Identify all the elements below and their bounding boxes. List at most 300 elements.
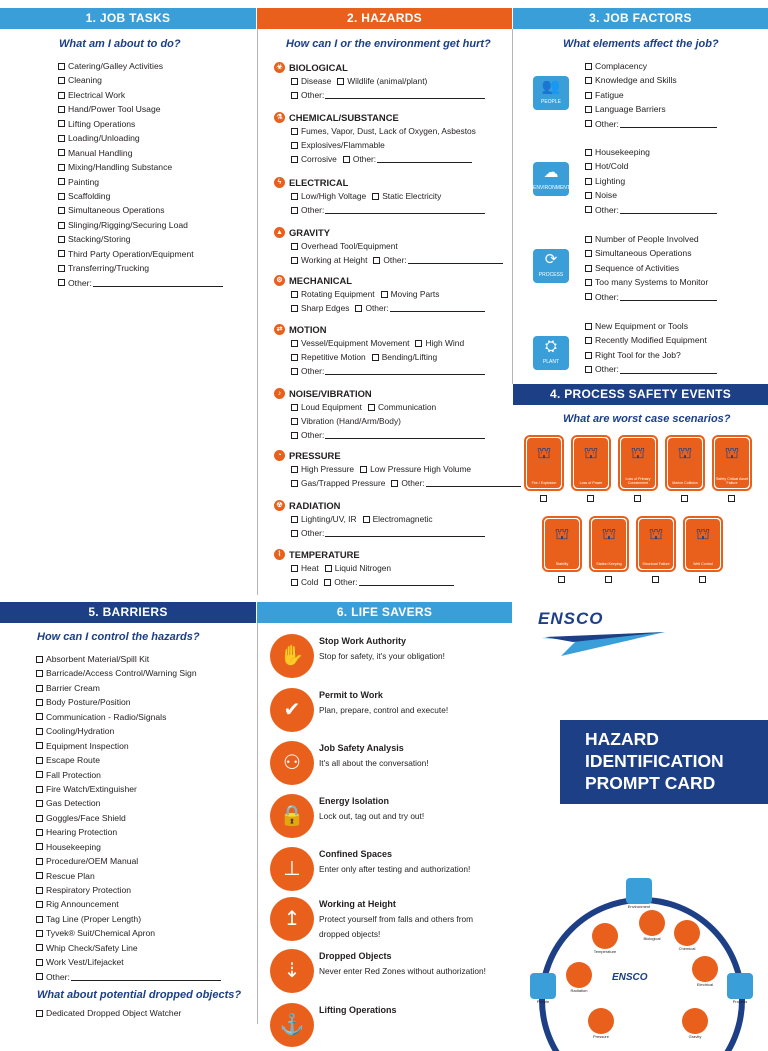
job-task-label: Lifting Operations <box>68 118 136 129</box>
hazard-option-label: Liquid Nitrogen <box>334 563 392 573</box>
job-factor-item[interactable] <box>585 348 717 362</box>
hazard-option[interactable] <box>291 352 366 362</box>
job-task-checkbox[interactable] <box>58 279 65 286</box>
rig-icon: ⛫ <box>583 445 599 462</box>
hazard-checkbox[interactable] <box>291 418 298 425</box>
barrier-item[interactable] <box>36 825 221 839</box>
hazard-option[interactable] <box>291 464 354 474</box>
write-in-line[interactable] <box>325 91 485 99</box>
hazard-checkbox[interactable] <box>291 516 298 523</box>
barrier-checkbox[interactable] <box>36 771 43 778</box>
job-factor-item[interactable] <box>585 246 717 260</box>
hazard-option[interactable] <box>291 76 331 86</box>
job-factor-checkbox[interactable] <box>585 149 592 156</box>
life-saver-desc: Stop for safety, it's your obligation! <box>319 651 445 661</box>
hazard-group-chemical-substance <box>274 110 510 166</box>
job-factor-checkbox[interactable] <box>585 323 592 330</box>
job-factor-checkbox[interactable] <box>585 178 592 185</box>
hazard-checkbox[interactable] <box>291 257 298 264</box>
job-factor-item[interactable] <box>585 261 717 275</box>
life-saver-item <box>270 949 508 997</box>
hazard-checkbox[interactable] <box>291 156 298 163</box>
job-task-checkbox[interactable] <box>58 207 65 214</box>
job-task-item[interactable] <box>58 88 223 102</box>
hazard-checkbox[interactable] <box>291 305 298 312</box>
job-task-item[interactable] <box>58 102 223 116</box>
job-task-checkbox[interactable] <box>58 92 65 99</box>
hazard-option-label: Fumes, Vapor, Dust, Lack of Oxygen, Asbestos <box>301 126 476 136</box>
job-task-checkbox[interactable] <box>58 149 65 156</box>
hazard-checkbox[interactable] <box>291 291 298 298</box>
job-factor-icon-label: PLANT <box>542 359 560 365</box>
barrier-item[interactable] <box>36 840 221 854</box>
hazard-group-title-text: RADIATION <box>289 499 341 511</box>
hazard-option[interactable] <box>337 76 427 86</box>
job-factor-checkbox[interactable] <box>585 279 592 286</box>
life-saver-desc: Protect yourself from falls and others from dropped objects! <box>319 914 474 939</box>
job-factor-label: Too many Systems to Monitor <box>595 277 709 288</box>
hazard-option-label: Disease <box>301 76 332 86</box>
barrier-checkbox[interactable] <box>36 887 43 894</box>
barrier-item[interactable] <box>36 883 221 897</box>
barrier-checkbox[interactable] <box>36 829 43 836</box>
barrier-item[interactable] <box>36 955 221 969</box>
hazard-option[interactable] <box>355 303 484 313</box>
wheel-node-icon <box>588 1008 614 1034</box>
hazard-option[interactable] <box>291 563 319 573</box>
job-factor-item[interactable] <box>585 59 717 73</box>
hazard-checkbox[interactable] <box>325 565 332 572</box>
job-factor-group <box>585 319 717 377</box>
process-safety-checkbox[interactable] <box>681 495 688 502</box>
rig-icon: ⛫ <box>630 445 646 462</box>
hazard-checkbox[interactable] <box>291 142 298 149</box>
job-task-label: Painting <box>68 176 100 187</box>
barrier-item[interactable] <box>36 926 221 940</box>
barrier-checkbox[interactable] <box>36 699 43 706</box>
hazard-option[interactable] <box>291 338 409 348</box>
job-task-item[interactable] <box>58 276 223 290</box>
hazard-checkbox[interactable] <box>391 480 398 487</box>
life-saver-item <box>270 794 508 842</box>
job-factor-label: Number of People Involved <box>595 234 699 244</box>
hazard-checkbox[interactable] <box>291 368 298 375</box>
write-in-line[interactable] <box>408 256 503 264</box>
hazard-option[interactable] <box>291 430 485 440</box>
life-saver-item <box>270 688 508 736</box>
job-factor-checkbox[interactable] <box>585 206 592 213</box>
hazard-option[interactable] <box>291 255 367 265</box>
barrier-item[interactable] <box>36 724 221 738</box>
barrier-label: Other: <box>46 971 70 982</box>
job-task-item[interactable] <box>58 261 223 275</box>
process-safety-tile <box>712 435 752 491</box>
job-factor-item[interactable] <box>585 275 717 289</box>
hazard-option[interactable] <box>363 514 433 524</box>
hazard-checkbox[interactable] <box>337 78 344 85</box>
job-factor-item[interactable] <box>585 159 717 173</box>
hazard-checkbox[interactable] <box>291 579 298 586</box>
barrier-checkbox[interactable] <box>36 815 43 822</box>
job-factor-checkbox[interactable] <box>585 352 592 359</box>
hazard-option[interactable] <box>291 366 485 376</box>
hazard-option[interactable] <box>415 338 464 348</box>
hazard-checkbox[interactable] <box>291 354 298 361</box>
confined-space-icon: ⊥ <box>270 847 314 891</box>
hazard-option[interactable] <box>291 241 398 251</box>
barrier-label: Barrier Cream <box>46 682 100 693</box>
job-factor-checkbox[interactable] <box>585 77 592 84</box>
write-in-line[interactable] <box>620 206 717 214</box>
write-in-line[interactable] <box>620 120 717 128</box>
hazard-option-label: Other: <box>352 154 377 164</box>
hazard-option[interactable] <box>291 154 337 164</box>
job-task-item[interactable] <box>58 232 223 246</box>
job-task-item[interactable] <box>58 247 223 261</box>
barrier-item[interactable] <box>36 811 221 825</box>
process-icon <box>533 249 569 283</box>
hazard-checkbox[interactable] <box>291 404 298 411</box>
life-saver-title: Confined Spaces <box>319 849 393 859</box>
hazard-option[interactable] <box>372 191 441 201</box>
job-factor-checkbox[interactable] <box>585 92 592 99</box>
barrier-item[interactable] <box>36 768 221 782</box>
hazard-wheel <box>520 878 768 1039</box>
hazard-checkbox[interactable] <box>355 305 362 312</box>
barrier-item[interactable] <box>36 710 221 724</box>
hazard-option-label: Other: <box>301 90 325 100</box>
job-task-checkbox[interactable] <box>58 106 65 113</box>
hazard-group-motion <box>274 322 510 378</box>
hazard-option-label: Corrosive <box>301 154 337 164</box>
job-task-item[interactable] <box>58 117 223 131</box>
hazard-checkbox[interactable] <box>291 530 298 537</box>
hazard-group-title-text: TEMPERATURE <box>289 548 360 560</box>
hazard-checkbox[interactable] <box>291 193 298 200</box>
write-in-line[interactable] <box>390 304 485 312</box>
environment-icon <box>533 162 569 196</box>
lock-icon: 🔒 <box>270 794 314 838</box>
hazard-checkbox[interactable] <box>291 480 298 487</box>
job-task-item[interactable] <box>58 146 223 160</box>
write-in-line[interactable] <box>325 529 485 537</box>
job-factor-checkbox[interactable] <box>585 337 592 344</box>
hazard-option[interactable] <box>291 478 385 488</box>
job-task-label: Other: <box>68 277 92 288</box>
hazard-checkbox[interactable] <box>360 466 367 473</box>
process-safety-tile <box>636 516 676 572</box>
barrier-checkbox[interactable] <box>36 728 43 735</box>
job-tasks-header: 1. JOB TASKS <box>0 8 256 29</box>
write-in-line[interactable] <box>620 293 717 301</box>
job-task-item[interactable] <box>58 59 223 73</box>
process-safety-checkbox[interactable] <box>728 495 735 502</box>
job-task-checkbox[interactable] <box>58 222 65 229</box>
barrier-item[interactable] <box>36 912 221 926</box>
hazard-option[interactable] <box>291 126 476 136</box>
hazard-option[interactable] <box>372 352 437 362</box>
job-factor-item[interactable] <box>585 117 717 131</box>
write-in-line[interactable] <box>426 479 521 487</box>
job-factor-item[interactable] <box>585 362 717 376</box>
hazard-option-label: Other: <box>383 255 407 265</box>
job-factor-checkbox[interactable] <box>585 163 592 170</box>
process-safety-checkbox[interactable] <box>634 495 641 502</box>
hazard-checkbox[interactable] <box>373 257 380 264</box>
barrier-checkbox[interactable] <box>36 930 43 937</box>
hazard-checkbox[interactable] <box>372 193 379 200</box>
job-task-item[interactable] <box>58 218 223 232</box>
job-factor-group <box>585 145 717 217</box>
write-in-line[interactable] <box>71 973 221 981</box>
barrier-checkbox[interactable] <box>36 656 43 663</box>
hazard-option[interactable] <box>291 140 385 150</box>
hazard-checkbox[interactable] <box>291 207 298 214</box>
hazard-option[interactable] <box>291 289 375 299</box>
hazard-option[interactable] <box>391 478 520 488</box>
process-safety-label: Fire / Explosion <box>531 481 557 485</box>
job-factor-checkbox[interactable] <box>585 63 592 70</box>
barrier-item[interactable] <box>36 897 221 911</box>
process-safety-checkbox[interactable] <box>587 495 594 502</box>
job-factor-item[interactable] <box>585 88 717 102</box>
hazard-checkbox[interactable] <box>372 354 379 361</box>
hazard-option[interactable] <box>291 402 362 412</box>
tile-background <box>621 438 655 488</box>
barrier-label: Whip Check/Safety Line <box>46 942 138 953</box>
stop-hand-icon: ✋ <box>270 634 314 678</box>
job-task-label: Manual Handling <box>68 147 133 158</box>
icon-glyph: ⟳ <box>544 251 558 268</box>
barrier-checkbox[interactable] <box>36 713 43 720</box>
hazard-option[interactable] <box>291 514 357 524</box>
job-factor-item[interactable] <box>585 145 717 159</box>
rig-icon: ⛫ <box>601 526 617 543</box>
barrier-item[interactable] <box>36 695 221 709</box>
process-safety-checkbox[interactable] <box>652 576 659 583</box>
barrier-checkbox[interactable] <box>36 786 43 793</box>
job-factor-checkbox[interactable] <box>585 236 592 243</box>
hazard-row <box>291 152 510 166</box>
barrier-label: Equipment Inspection <box>46 740 129 751</box>
write-in-line[interactable] <box>93 279 223 287</box>
hazard-checkbox[interactable] <box>324 579 331 586</box>
hazard-option[interactable] <box>324 577 453 587</box>
job-task-checkbox[interactable] <box>58 236 65 243</box>
job-task-checkbox[interactable] <box>58 120 65 127</box>
hazard-option-label: Other: <box>365 303 389 313</box>
write-in-line[interactable] <box>620 366 717 374</box>
hazard-row <box>291 414 510 428</box>
wheel-node <box>586 1008 616 1040</box>
job-task-checkbox[interactable] <box>58 178 65 185</box>
dropped-object-checkbox[interactable] <box>36 1010 43 1017</box>
job-factor-checkbox[interactable] <box>585 120 592 127</box>
barrier-checkbox[interactable] <box>36 916 43 923</box>
job-task-checkbox[interactable] <box>58 164 65 171</box>
barrier-checkbox[interactable] <box>36 843 43 850</box>
job-factor-label: Hot/Cold <box>595 161 629 172</box>
job-factor-item[interactable] <box>585 102 717 116</box>
job-task-checkbox[interactable] <box>58 135 65 142</box>
hazard-checkbox[interactable] <box>291 92 298 99</box>
write-in-line[interactable] <box>325 206 485 214</box>
job-factor-label: Noise <box>595 190 617 201</box>
hazard-row <box>291 512 510 526</box>
job-factor-label: Language Barriers <box>595 104 666 115</box>
job-factor-icon-label: PEOPLE <box>540 99 561 105</box>
job-factor-item[interactable] <box>585 290 717 304</box>
job-factor-checkbox[interactable] <box>585 192 592 199</box>
write-in-line[interactable] <box>359 578 454 586</box>
barrier-checkbox[interactable] <box>36 757 43 764</box>
hazard-checkbox[interactable] <box>291 565 298 572</box>
hazard-option[interactable] <box>291 303 349 313</box>
process-safety-checkbox[interactable] <box>558 576 565 583</box>
job-task-label: Slinging/Rigging/Securing Load <box>68 219 188 230</box>
write-in-line[interactable] <box>377 155 472 163</box>
job-factor-item[interactable] <box>585 188 717 202</box>
process-safety-checkbox[interactable] <box>540 495 547 502</box>
hazard-option[interactable] <box>360 464 471 474</box>
hazard-option[interactable] <box>291 191 366 201</box>
hazard-checkbox[interactable] <box>368 404 375 411</box>
barrier-item[interactable] <box>36 869 221 883</box>
life-saver-desc: It's all about the conversation! <box>319 758 429 768</box>
hazard-option[interactable] <box>291 90 485 100</box>
job-task-item[interactable] <box>58 203 223 217</box>
job-task-checkbox[interactable] <box>58 77 65 84</box>
wheel-node-icon <box>639 910 665 936</box>
hazard-checkbox[interactable] <box>343 156 350 163</box>
barrier-item[interactable] <box>36 970 221 984</box>
hazard-group-title-text: BIOLOGICAL <box>289 61 348 73</box>
job-factor-item[interactable] <box>585 174 717 188</box>
job-factor-item[interactable] <box>585 319 717 333</box>
job-task-item[interactable] <box>58 73 223 87</box>
tile-background <box>686 519 720 569</box>
hazard-option-label: Explosives/Flammable <box>301 140 385 150</box>
job-factor-item[interactable] <box>585 203 717 217</box>
hazard-option[interactable] <box>343 154 472 164</box>
hazard-option[interactable] <box>291 205 485 215</box>
job-factor-checkbox[interactable] <box>585 293 592 300</box>
hazard-group-noise-vibration <box>274 386 510 442</box>
hazard-option-label: Loud Equipment <box>301 402 362 412</box>
barrier-checkbox[interactable] <box>36 858 43 865</box>
wheel-node-label: Chemical <box>678 946 696 951</box>
hazard-checkbox[interactable] <box>291 466 298 473</box>
write-in-line[interactable] <box>325 367 485 375</box>
hazard-checkbox[interactable] <box>291 243 298 250</box>
barrier-checkbox[interactable] <box>36 742 43 749</box>
job-task-checkbox[interactable] <box>58 250 65 257</box>
barrier-item[interactable] <box>36 782 221 796</box>
process-safety-checkbox[interactable] <box>605 576 612 583</box>
job-factor-item[interactable] <box>585 333 717 347</box>
job-task-checkbox[interactable] <box>58 265 65 272</box>
hazard-option-label: Other: <box>334 577 358 587</box>
job-task-item[interactable] <box>58 131 223 145</box>
job-factor-checkbox[interactable] <box>585 265 592 272</box>
hazard-option-label: Wildlife (animal/plant) <box>347 76 428 86</box>
job-factor-item[interactable] <box>585 232 717 246</box>
hazard-checkbox[interactable] <box>291 340 298 347</box>
job-factor-checkbox[interactable] <box>585 106 592 113</box>
hazard-checkbox[interactable] <box>291 128 298 135</box>
job-task-label: Third Party Operation/Equipment <box>68 248 194 259</box>
job-task-item[interactable] <box>58 189 223 203</box>
wheel-node <box>680 1008 710 1040</box>
barrier-checkbox[interactable] <box>36 973 43 980</box>
job-task-checkbox[interactable] <box>58 193 65 200</box>
barrier-checkbox[interactable] <box>36 670 43 677</box>
barrier-checkbox[interactable] <box>36 959 43 966</box>
barrier-checkbox[interactable] <box>36 944 43 951</box>
divider-2 <box>512 29 513 384</box>
life-saver-title: Permit to Work <box>319 690 383 700</box>
barrier-item[interactable] <box>36 652 221 666</box>
job-task-label: Scaffolding <box>68 190 111 201</box>
hazard-option[interactable] <box>325 563 391 573</box>
hazard-option[interactable] <box>373 255 502 265</box>
job-factor-icon-label: ENVIRONMENT <box>533 185 570 191</box>
process-safety-checkbox[interactable] <box>699 576 706 583</box>
hazard-row <box>291 462 510 476</box>
process-safety-label: Loss of Primary Containment <box>625 477 651 485</box>
tile-background <box>574 438 608 488</box>
hazard-option[interactable] <box>291 528 485 538</box>
barrier-item[interactable] <box>36 941 221 955</box>
hazard-checkbox[interactable] <box>363 516 370 523</box>
process-safety-label: Loss of Power <box>579 481 603 485</box>
barrier-checkbox[interactable] <box>36 800 43 807</box>
divider-3 <box>257 622 258 1024</box>
barrier-item[interactable] <box>36 854 221 868</box>
hazard-checkbox[interactable] <box>381 291 388 298</box>
hazard-checkbox[interactable] <box>415 340 422 347</box>
barrier-checkbox[interactable] <box>36 685 43 692</box>
hazard-group-temperature <box>274 547 510 589</box>
barrier-checkbox[interactable] <box>36 872 43 879</box>
hazard-checkbox[interactable] <box>291 78 298 85</box>
job-task-item[interactable] <box>58 160 223 174</box>
job-factor-checkbox[interactable] <box>585 366 592 373</box>
barrier-item[interactable] <box>36 681 221 695</box>
life-saver-item <box>270 847 508 895</box>
barrier-item[interactable] <box>36 666 221 680</box>
job-task-item[interactable] <box>58 175 223 189</box>
hazard-option[interactable] <box>368 402 436 412</box>
job-factor-item[interactable] <box>585 73 717 87</box>
hazard-option[interactable] <box>291 577 318 587</box>
hazard-option[interactable] <box>291 416 401 426</box>
barrier-item[interactable] <box>36 739 221 753</box>
wheel-node <box>690 956 720 988</box>
hazard-checkbox[interactable] <box>291 432 298 439</box>
dropped-object-item[interactable] <box>36 1006 181 1020</box>
job-task-checkbox[interactable] <box>58 63 65 70</box>
job-factor-checkbox[interactable] <box>585 250 592 257</box>
write-in-line[interactable] <box>325 431 485 439</box>
hazard-option[interactable] <box>381 289 440 299</box>
barrier-item[interactable] <box>36 796 221 810</box>
barrier-checkbox[interactable] <box>36 901 43 908</box>
hazard-group-title <box>274 498 510 512</box>
wheel-node <box>564 962 594 994</box>
hazard-option-label: Moving Parts <box>390 289 440 299</box>
barrier-item[interactable] <box>36 753 221 767</box>
